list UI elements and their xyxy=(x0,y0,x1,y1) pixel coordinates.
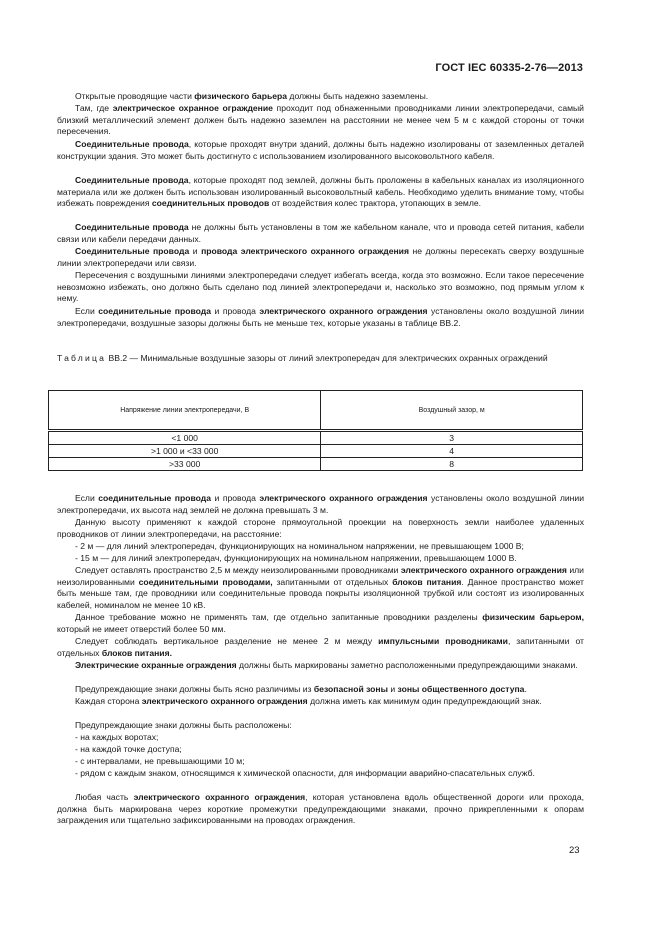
paragraph xyxy=(57,565,584,611)
table-cell-clearance: 8 xyxy=(321,458,583,471)
clearance-table xyxy=(48,390,583,471)
paragraph xyxy=(57,612,584,635)
paragraph-text: Пересечения с воздушными линиями электропередачи следует избегать всегда, когда это возможно. Если такое пересечение невозможно избежать, оно должно быть сделано под линией электропередачи и, насколько это возможно, под прямым углом к нему. xyxy=(57,270,584,304)
paragraph xyxy=(57,660,584,672)
paragraph-text: Открытые проводящие части xyxy=(75,91,195,101)
paragraph xyxy=(57,91,584,103)
table-caption-text: ВВ.2 — Минимальные воздушные зазоры от линий электропередач для электрических охранных ограждений xyxy=(106,353,548,363)
paragraph xyxy=(57,270,584,305)
paragraph-text: который не имеет отверстий более 50 мм. xyxy=(57,623,226,634)
paragraph xyxy=(57,493,584,516)
table-row xyxy=(49,458,583,471)
paragraph xyxy=(57,139,584,162)
paragraph-text: - 2 м — для линий электропередач, функционирующих на номинальном напряжении, не превышающем 1000 В; xyxy=(75,541,524,551)
paragraph xyxy=(57,246,584,269)
paragraph xyxy=(57,696,584,708)
page-number: 23 xyxy=(569,845,580,856)
table-cell-voltage: >1 000 и <33 000 xyxy=(49,445,321,458)
paragraph xyxy=(57,768,584,780)
paragraph-text: Если xyxy=(75,306,99,316)
bold-term: блоков питания. xyxy=(101,647,172,658)
paragraph-text: должны быть маркированы заметно расположенными предупреждающими знаками. xyxy=(236,660,578,670)
paragraph-text: Данное требование можно не применять там, где отдельно запитанные проводники разделены xyxy=(75,612,483,622)
paragraph-text: должна иметь как минимум один предупреждающий знак. xyxy=(307,696,542,706)
bold-term: безопасной зоны xyxy=(313,684,388,694)
paragraph xyxy=(57,103,584,138)
paragraph-text: установлены около воздушной линии электропередачи, воздушные зазоры должны быть не меньше тех, которые указаны в таблице ВВ.2. xyxy=(57,306,584,328)
bold-term: электрического охранного ограждения xyxy=(133,792,306,802)
paragraph-text: Данную высоту применяют к каждой стороне прямоугольной проекции на поверхность земли наиболее удаленных проводников от линии электропередачи, на расстояние: xyxy=(57,517,584,539)
paragraph xyxy=(57,222,584,245)
bold-term: соединительных проводов xyxy=(151,198,270,209)
paragraph xyxy=(57,306,584,329)
paragraph-text: . Данное пространство может быть меньше там, где проводники или соединительные провода покрыты изоляционной трубкой или состоят из изолированных кабелей, номиналом не менее 10 кВ. xyxy=(57,576,584,610)
paragraph xyxy=(57,720,584,732)
bold-term: физического барьера xyxy=(194,91,288,101)
bold-term: Электрические охранные ограждения xyxy=(75,660,237,670)
bold-term: соединительные провода xyxy=(98,493,212,503)
paragraph xyxy=(57,175,584,210)
paragraph-text: - на каждой точке доступа; xyxy=(75,744,182,754)
paragraph-text: проходит под обнаженными проводниками линии электропередачи, самый близкий металлический элемент должен быть надежно заземлен на расстоянии не менее чем 5 м с каждой стороны от точки пересечения. xyxy=(57,103,584,137)
table-header-row xyxy=(49,391,583,431)
bold-term: Соединительные провода xyxy=(75,222,189,232)
paragraph-text: , которые проходят внутри зданий, должны быть надежно изолированы от заземленных деталей конструкции здания. Это может быть достигнуто с использованием изолированного высоковольтного кабеля. xyxy=(57,139,584,161)
paragraph-text: Там, где xyxy=(75,103,113,113)
paragraph xyxy=(57,756,584,768)
bold-term: Соединительные провода xyxy=(75,139,189,149)
paragraph-text: и xyxy=(189,246,202,256)
bold-term: импульсными проводниками xyxy=(378,636,508,646)
table-cell-voltage: <1 000 xyxy=(49,431,321,445)
table-header-voltage: Напряжение линии электропередачи, В xyxy=(49,391,321,431)
bold-term: Соединительные провода xyxy=(75,246,190,256)
paragraph-text: - рядом с каждым знаком, относящимся к химической опасности, для информации аварийно-спасательных служб. xyxy=(75,768,535,778)
paragraph-text: , которые проходят под землей, должны быть проложены в кабельных каналах из изоляционного материала или же должен быть использован изолированный высоковольтный кабель. Необходимо уделить внимание тому, чтобы избежать повреждения xyxy=(57,175,584,209)
bold-term: соединительными проводами, xyxy=(138,576,273,587)
paragraph-text: и провода xyxy=(211,493,260,503)
paragraph xyxy=(57,636,584,659)
bold-term: электрического охранного ограждения xyxy=(259,493,428,503)
paragraph-text: Следует соблюдать вертикальное разделение не менее 2 м между xyxy=(75,636,379,646)
table-caption-prefix: Таблица xyxy=(57,353,107,363)
table-cell-clearance: 3 xyxy=(321,431,583,445)
document-header: ГОСТ IEC 60335-2-76—2013 xyxy=(435,62,583,74)
table-caption xyxy=(57,353,584,365)
paragraph-text: , запитанными от отдельных xyxy=(57,636,584,658)
paragraph xyxy=(57,732,584,744)
paragraph-text: запитанными от отдельных xyxy=(272,576,393,587)
bold-term: зоны общественного доступа xyxy=(397,684,525,694)
paragraph-text: и провода xyxy=(211,306,260,316)
paragraph-text: Каждая сторона xyxy=(75,696,142,706)
paragraph-text: - 15 м — для линий электропередач, функционирующих на номинальном напряжении, превышающем 1000 В. xyxy=(75,553,517,563)
table-cell-clearance: 4 xyxy=(321,445,583,458)
paragraph-text: Если xyxy=(75,493,99,503)
paragraph-text: установлены около воздушной линии электропередачи, их высота над землей не должна превышать 3 м. xyxy=(57,493,584,515)
bold-term: Соединительные провода xyxy=(75,175,189,185)
bold-term: электрическое охранное ограждение xyxy=(112,103,273,113)
paragraph-text: - с интервалами, не превышающими 10 м; xyxy=(75,756,245,766)
bold-term: физическим барьером, xyxy=(482,612,584,622)
paragraph-text: от воздействия колес трактора, утопающих в земле. xyxy=(269,198,482,209)
table-row xyxy=(49,445,583,458)
paragraph-text: и xyxy=(387,684,398,694)
bold-term: электрического охранного ограждения xyxy=(400,565,567,575)
paragraph-text: должны быть надежно заземлены. xyxy=(287,91,429,101)
paragraph-text: Любая часть xyxy=(75,792,134,802)
table-cell-voltage: >33 000 xyxy=(49,458,321,471)
paragraph xyxy=(57,553,584,565)
paragraph xyxy=(57,744,584,756)
paragraph-text: Следует оставлять пространство 2,5 м между неизолированными проводниками xyxy=(75,565,401,575)
paragraph-text: или неизолированными xyxy=(57,565,584,587)
table-header-clearance: Воздушный зазор, м xyxy=(321,391,583,431)
table-row xyxy=(49,431,583,445)
paragraph-text: Предупреждающие знаки должны быть расположены: xyxy=(75,720,292,730)
bold-term: электрического охранного ограждения xyxy=(259,306,428,316)
paragraph xyxy=(57,792,584,827)
paragraph-text: не должны пересекать сверху воздушные линии электропередачи или связи. xyxy=(57,246,585,268)
paragraph-text: не должны быть установлены в том же кабельном канале, что и провода сетей питания, кабели связи или кабели передачи данных. xyxy=(57,222,584,244)
paragraph xyxy=(57,541,584,553)
bold-term: провода электрического охранного ограждения xyxy=(201,246,409,256)
paragraph-text: , которая установлена вдоль общественной дороги или прохода, должна быть маркирована через короткие промежутки предупреждающими знаками, прочно прикрепленными к опорам заграждения или тщательно зафиксированными на проводах ограждения. xyxy=(57,792,584,826)
bold-term: соединительные провода xyxy=(98,306,212,316)
paragraph-text: Предупреждающие знаки должны быть ясно различимы из xyxy=(75,684,314,694)
paragraph-text: . xyxy=(524,684,527,694)
bold-term: блоков питания xyxy=(392,576,462,587)
bold-term: электрического охранного ограждения xyxy=(141,696,308,706)
paragraph xyxy=(57,517,584,540)
paragraph-text: - на каждых воротах; xyxy=(75,732,159,742)
paragraph xyxy=(57,684,584,696)
